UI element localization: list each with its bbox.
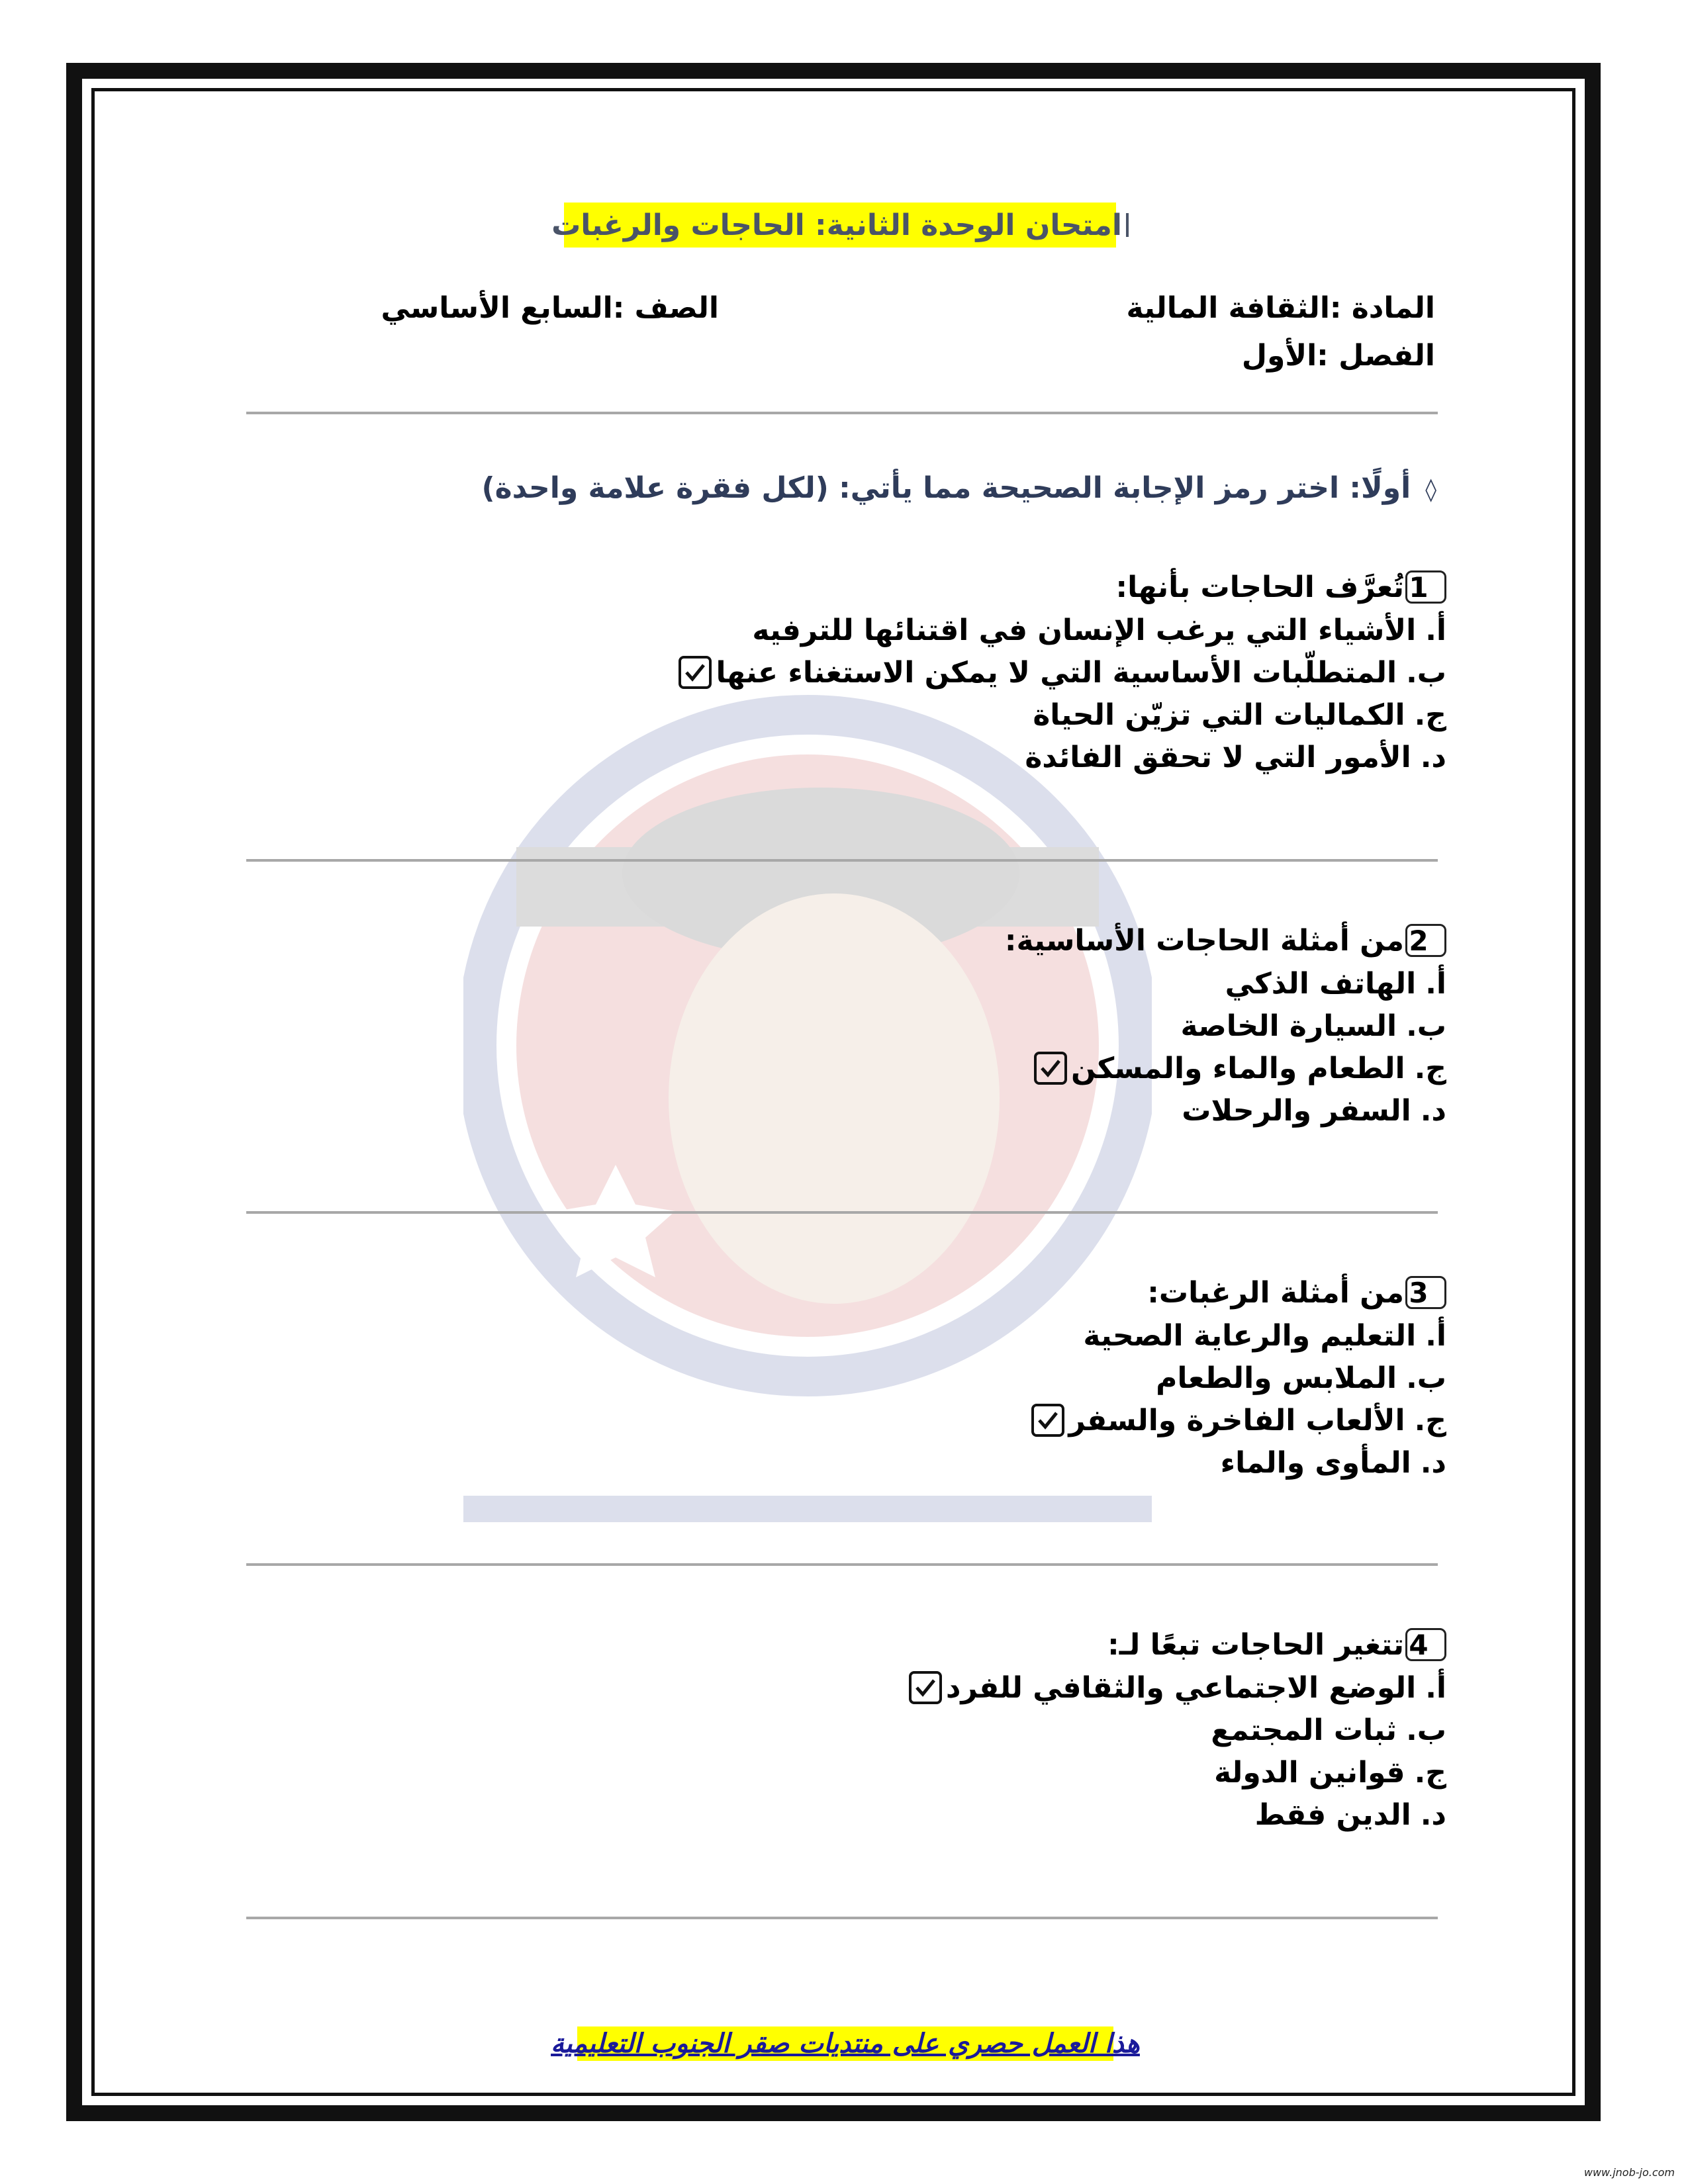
option-b[interactable]	[1031, 1357, 1446, 1399]
option-c[interactable]	[909, 1751, 1446, 1794]
option-text: السفر والرحلات	[1182, 1093, 1411, 1128]
checkmark-icon	[1034, 1052, 1067, 1085]
option-b[interactable]	[909, 1709, 1446, 1751]
option-c[interactable]	[1005, 1047, 1446, 1089]
exam-title	[551, 203, 1122, 248]
option-text: المتطلّبات الأساسية التي لا يمكن الاستغناء عنها	[716, 655, 1397, 690]
option-key: د.	[1420, 1093, 1446, 1128]
grade-label: الصف :السابع الأساسي	[381, 291, 719, 325]
option-key: ب.	[1406, 1713, 1446, 1747]
option-text: الأشياء التي يرغب الإنسان في اقتنائها للترفيه	[752, 613, 1417, 647]
option-key: أ.	[1425, 613, 1446, 647]
divider	[246, 1563, 1438, 1566]
option-text: الهاتف الذكي	[1225, 966, 1417, 1001]
option-b[interactable]	[679, 651, 1446, 694]
option-key: ج.	[1414, 698, 1446, 732]
question-number-badge: 3	[1405, 1276, 1446, 1309]
option-a[interactable]	[679, 609, 1446, 651]
site-url: www.jnob-jo.com	[1583, 2166, 1675, 2179]
section-heading-text: أولًا: اختر رمز الإجابة الصحيحة مما يأتي: (لكل فقرة علامة واحدة)	[481, 471, 1411, 505]
option-d[interactable]	[909, 1794, 1446, 1836]
option-d[interactable]	[1031, 1441, 1446, 1484]
checkmark-icon	[679, 656, 712, 689]
option-key: ب.	[1406, 1361, 1446, 1395]
missing-glyph-icon	[1126, 213, 1129, 237]
divider	[246, 1917, 1438, 1919]
option-key: ج.	[1414, 1403, 1446, 1437]
option-text: المأوى والماء	[1220, 1445, 1411, 1480]
question-2	[1005, 919, 1446, 1132]
question-stem	[679, 565, 1446, 609]
subject-label: المادة :الثقافة المالية	[1126, 291, 1435, 325]
question-stem-text: تتغير الحاجات تبعًا لـ:	[1107, 1627, 1404, 1662]
question-stem	[1005, 919, 1446, 962]
option-key: أ.	[1425, 966, 1446, 1001]
checkmark-icon	[909, 1671, 942, 1704]
option-text: ثبات المجتمع	[1211, 1713, 1397, 1747]
option-d[interactable]	[1005, 1089, 1446, 1132]
question-stem-text: من أمثلة الحاجات الأساسية:	[1004, 923, 1404, 958]
divider	[246, 859, 1438, 862]
footer-credit: هذا العمل حصري على منتديات صقر الجنوب التعليمية	[577, 2026, 1113, 2061]
option-a[interactable]	[1005, 962, 1446, 1005]
exam-title-text: امتحان الوحدة الثانية: الحاجات والرغبات	[551, 208, 1122, 242]
divider	[246, 412, 1438, 414]
question-number-badge: 4	[1405, 1628, 1446, 1661]
question-stem	[909, 1623, 1446, 1666]
option-key: ج.	[1414, 1755, 1446, 1790]
option-text: الكماليات التي تزيّن الحياة	[1033, 698, 1405, 732]
option-d[interactable]	[679, 736, 1446, 778]
option-key: ب.	[1406, 655, 1446, 690]
option-key: د.	[1420, 1797, 1446, 1832]
option-text: الوضع الاجتماعي والثقافي للفرد	[945, 1670, 1417, 1705]
diamond-bullet-icon: ◊	[1425, 477, 1436, 503]
divider	[246, 1211, 1438, 1214]
option-key: ج.	[1414, 1051, 1446, 1085]
option-text: الأمور التي لا تحقق الفائدة	[1025, 740, 1411, 774]
section-heading	[482, 471, 1436, 505]
question-number-badge: 2	[1405, 924, 1446, 957]
checkmark-icon	[1031, 1404, 1064, 1437]
question-stem	[1031, 1271, 1446, 1314]
question-4	[909, 1623, 1446, 1836]
question-number-badge: 1	[1405, 570, 1446, 604]
option-a[interactable]	[909, 1666, 1446, 1709]
term-label: الفصل :الأول	[1241, 339, 1435, 373]
question-stem-text: من أمثلة الرغبات:	[1147, 1275, 1404, 1310]
option-text: الألعاب الفاخرة والسفر	[1068, 1403, 1405, 1437]
option-key: د.	[1420, 740, 1446, 774]
option-key: ب.	[1406, 1009, 1446, 1043]
option-b[interactable]	[1005, 1005, 1446, 1047]
question-stem-text: تُعرَّف الحاجات بأنها:	[1115, 570, 1404, 604]
question-1	[679, 565, 1446, 778]
option-key: أ.	[1425, 1318, 1446, 1353]
option-key: أ.	[1425, 1670, 1446, 1705]
option-text: قوانين الدولة	[1214, 1755, 1405, 1790]
option-c[interactable]	[679, 694, 1446, 736]
option-text: الملابس والطعام	[1156, 1361, 1397, 1395]
option-text: التعليم والرعاية الصحية	[1083, 1318, 1417, 1353]
option-c[interactable]	[1031, 1399, 1446, 1441]
option-a[interactable]	[1031, 1314, 1446, 1357]
question-3	[1031, 1271, 1446, 1484]
option-text: السيارة الخاصة	[1180, 1009, 1397, 1043]
option-text: الطعام والماء والمسكن	[1070, 1051, 1405, 1085]
option-text: الدين فقط	[1254, 1797, 1411, 1832]
option-key: د.	[1420, 1445, 1446, 1480]
